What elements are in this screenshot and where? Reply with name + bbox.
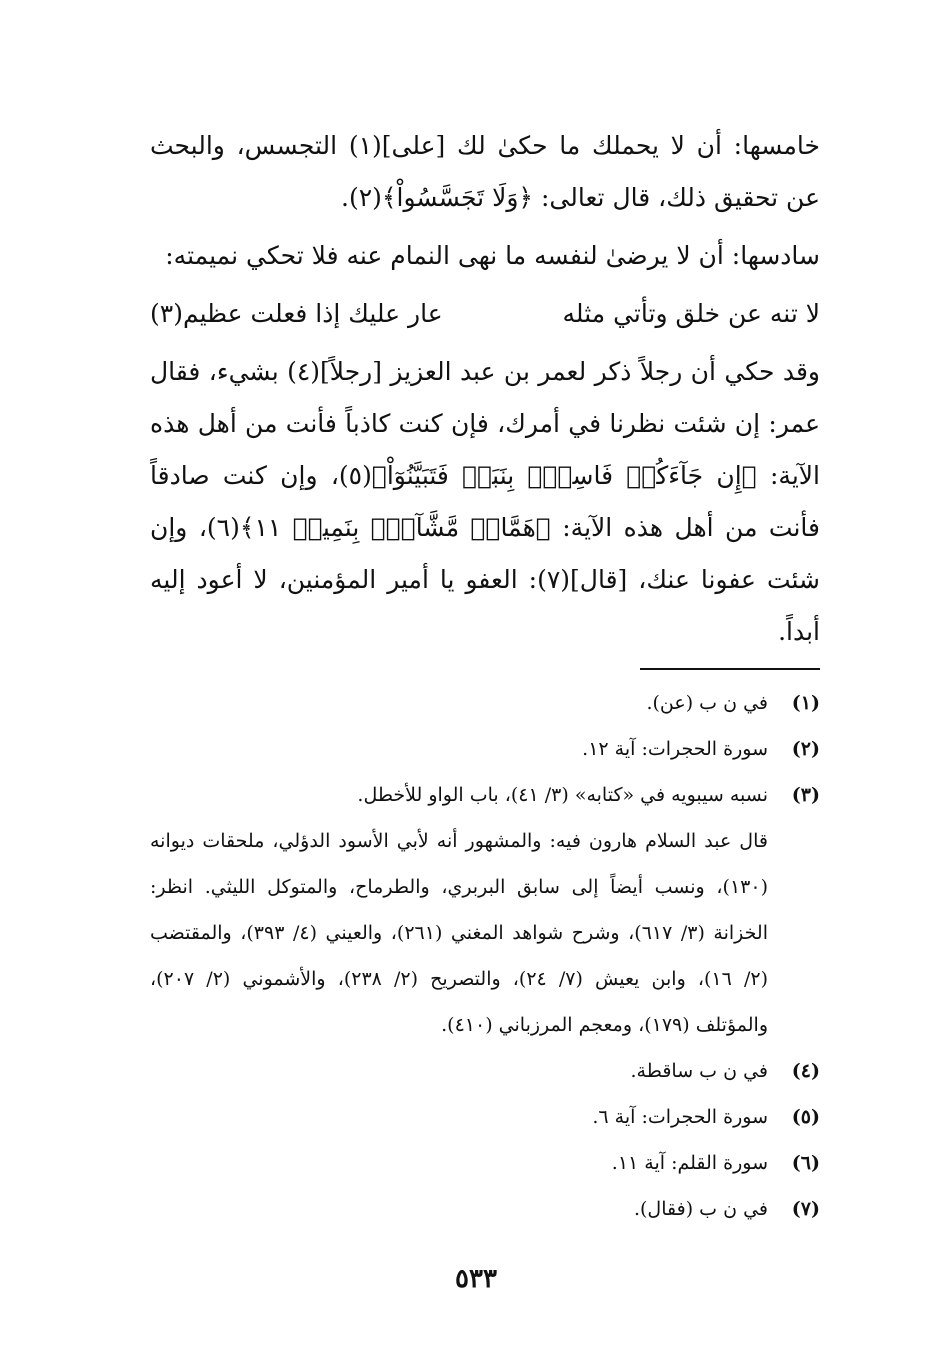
footnote-4 <box>150 1048 820 1094</box>
verse-first-hemistich: لا تنه عن خلق وتأتي مثله <box>562 299 820 328</box>
footnote-text: سورة الحجرات: آية ٦. <box>592 1106 768 1128</box>
footnote-number: (٧) <box>791 1198 820 1220</box>
footnote-3-continued <box>150 818 820 1048</box>
footnote-text: سورة الحجرات: آية ١٢. <box>582 738 768 760</box>
footnote-number: (٥) <box>791 1106 820 1128</box>
paragraph-sixth: سادسها: أن لا يرضىٰ لنفسه ما نهى النمام عنه فلا تحكي نميمته: <box>165 241 820 270</box>
footnote-7 <box>150 1186 820 1232</box>
paragraph-story: وقد حكي أن رجلاً ذكر لعمر بن عبد العزيز [رجلاً](٤) بشيء، فقال عمر: إن شئت نظرنا في أمرك، فإن كنت كاذباً فأنت من أهل هذه الآية: ﴿إِن جَآءَكُمۡ فَاسِقُۢ بِنَبَإٖ فَتَبَيَّنُوٓاْ﴾(٥)، وإن كنت صادقاً فأنت من أهل هذه الآية: ﴿هَمَّازٖ مَّشَّآءِۭ بِنَمِيمٖ ١١﴾(٦)، وإن شئت عفونا عنك، [قال](٧): العفو يا أمير المؤمنين، لا أعود إليه أبداً. <box>150 357 820 646</box>
footnote-text: في ن ب (فقال). <box>633 1198 768 1220</box>
footnote-divider <box>640 668 820 670</box>
footnote-number: (٣) <box>791 784 820 806</box>
poetry-verse <box>150 288 820 340</box>
footnote-number: (٦) <box>791 1152 820 1174</box>
footnote-text: سورة القلم: آية ١١. <box>611 1152 768 1174</box>
page-number: ٥٣٣ <box>455 1264 497 1294</box>
footnote-text: نسبه سيبويه في «كتابه» (٣/ ٤١)، باب الواو للأخطل. <box>357 784 768 806</box>
footnote-number: (٢) <box>791 738 820 760</box>
verse-second-hemistich: عار عليك إذا فعلت عظيم(٣) <box>150 299 443 328</box>
footnote-1 <box>150 680 820 726</box>
footnote-5 <box>150 1094 820 1140</box>
footnote-text: في ن ب ساقطة. <box>630 1060 768 1082</box>
footnote-number: (٤) <box>791 1060 820 1082</box>
footnote-2 <box>150 726 820 772</box>
footnote-text: في ن ب (عن). <box>646 692 768 714</box>
paragraph-fifth: خامسها: أن لا يحملك ما حكىٰ لك [على](١) التجسس، والبحث عن تحقيق ذلك، قال تعالى: ﴿وَلَا تَجَسَّسُواْ﴾(٢). <box>150 131 820 212</box>
footnotes <box>150 680 820 1232</box>
main-text <box>150 120 820 664</box>
footnote-6 <box>150 1140 820 1186</box>
footnote-3 <box>150 772 820 818</box>
footnote-text: قال عبد السلام هارون فيه: والمشهور أنه لأبي الأسود الدؤلي، ملحقات ديوانه (١٣٠)، ونسب أيضاً إلى سابق البربري، والطرماح، والمتوكل الليثي. انظر: الخزانة (٣/ ٦١٧)، وشرح شواهد المغني (٢٦١)، والعيني (٤/ ٣٩٣)، والمقتضب (٢/ ١٦)، وابن يعيش (٧/ ٢٤)، والتصريح (٢/ ٢٣٨)، والأشموني (٢/ ٢٠٧)، والمؤتلف (١٧٩)، ومعجم المرزباني (٤١٠). <box>150 830 769 1036</box>
footnote-number: (١) <box>791 692 820 714</box>
